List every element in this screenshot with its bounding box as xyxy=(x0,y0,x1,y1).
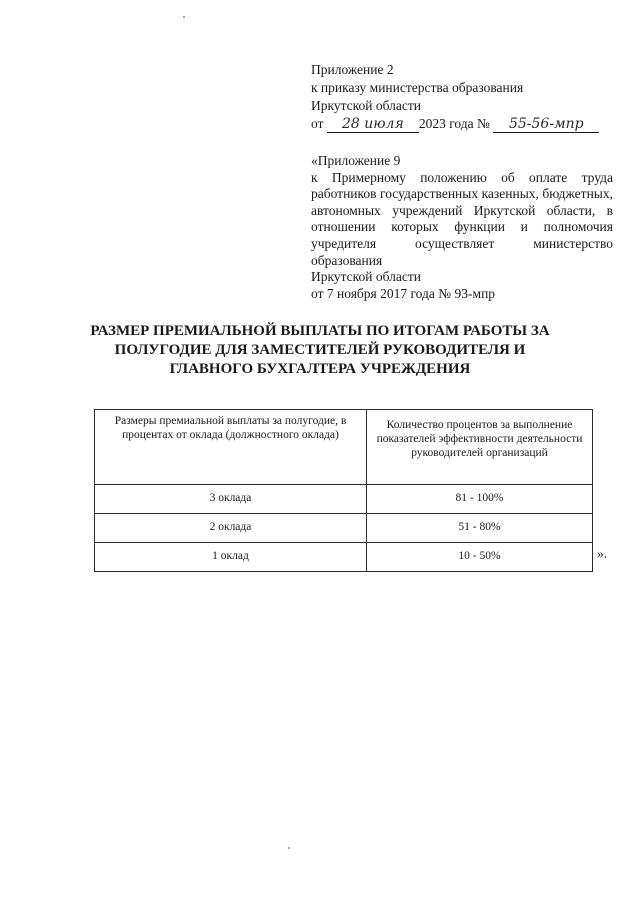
cell-bonus-size: 3 оклада xyxy=(95,485,367,514)
appendix9-block xyxy=(311,153,613,302)
handwritten-date: 28 июля xyxy=(327,116,419,133)
appendix9-title: «Приложение 9 xyxy=(311,153,401,168)
cell-percent-range: 51 - 80% xyxy=(367,514,593,543)
cell-bonus-size: 1 оклад xyxy=(95,543,367,572)
cell-bonus-size: 2 оклада xyxy=(95,514,367,543)
table-row xyxy=(95,514,593,543)
year-text: 2023 года № xyxy=(418,116,490,131)
table-row xyxy=(95,543,593,572)
appendix-region: Иркутской области xyxy=(311,98,422,113)
appendix9-body: к Примерному положению об оплате труда работников государственных казенных, бюджетных, автономных учреждений Иркутской области, в отношении которых функции и полномочия учредителя осуществляет министерство образования xyxy=(311,169,613,268)
appendix-order-ref: к приказу министерства образования xyxy=(311,80,524,95)
handwritten-order-number: 55-56-мпр xyxy=(493,116,599,133)
cell-percent-range: 10 - 50% xyxy=(367,543,593,572)
header-bonus-size: Размеры премиальной выплаты за полугодие, в процентах от оклада (должностного оклада) xyxy=(95,410,367,485)
document-title: РАЗМЕР ПРЕМИАЛЬНОЙ ВЫПЛАТЫ ПО ИТОГАМ РАБОТЫ ЗА ПОЛУГОДИЕ ДЛЯ ЗАМЕСТИТЕЛЕЙ РУКОВОДИТЕЛЯ И ГЛАВНОГО БУХГАЛТЕРА УЧРЕЖДЕНИЯ xyxy=(90,323,550,377)
header-percent-performance: Количество процентов за выполнение показателей эффективности деятельности руководителей организаций xyxy=(367,410,593,485)
scan-speck xyxy=(288,847,290,849)
cell-percent-range: 81 - 100% xyxy=(367,485,593,514)
closing-quote-mark: ». xyxy=(597,546,608,561)
appendix-number: Приложение 2 xyxy=(311,62,394,77)
appendix-date-line xyxy=(311,115,616,133)
appendix-header xyxy=(311,61,616,133)
bonus-table xyxy=(94,409,593,572)
appendix9-date: от 7 ноября 2017 года № 93-мпр xyxy=(311,285,496,301)
scan-speck xyxy=(183,16,185,18)
table-header-row xyxy=(95,410,593,485)
table-row xyxy=(95,485,593,514)
appendix9-region: Иркутской области xyxy=(311,269,422,285)
date-prefix: от xyxy=(311,116,324,131)
